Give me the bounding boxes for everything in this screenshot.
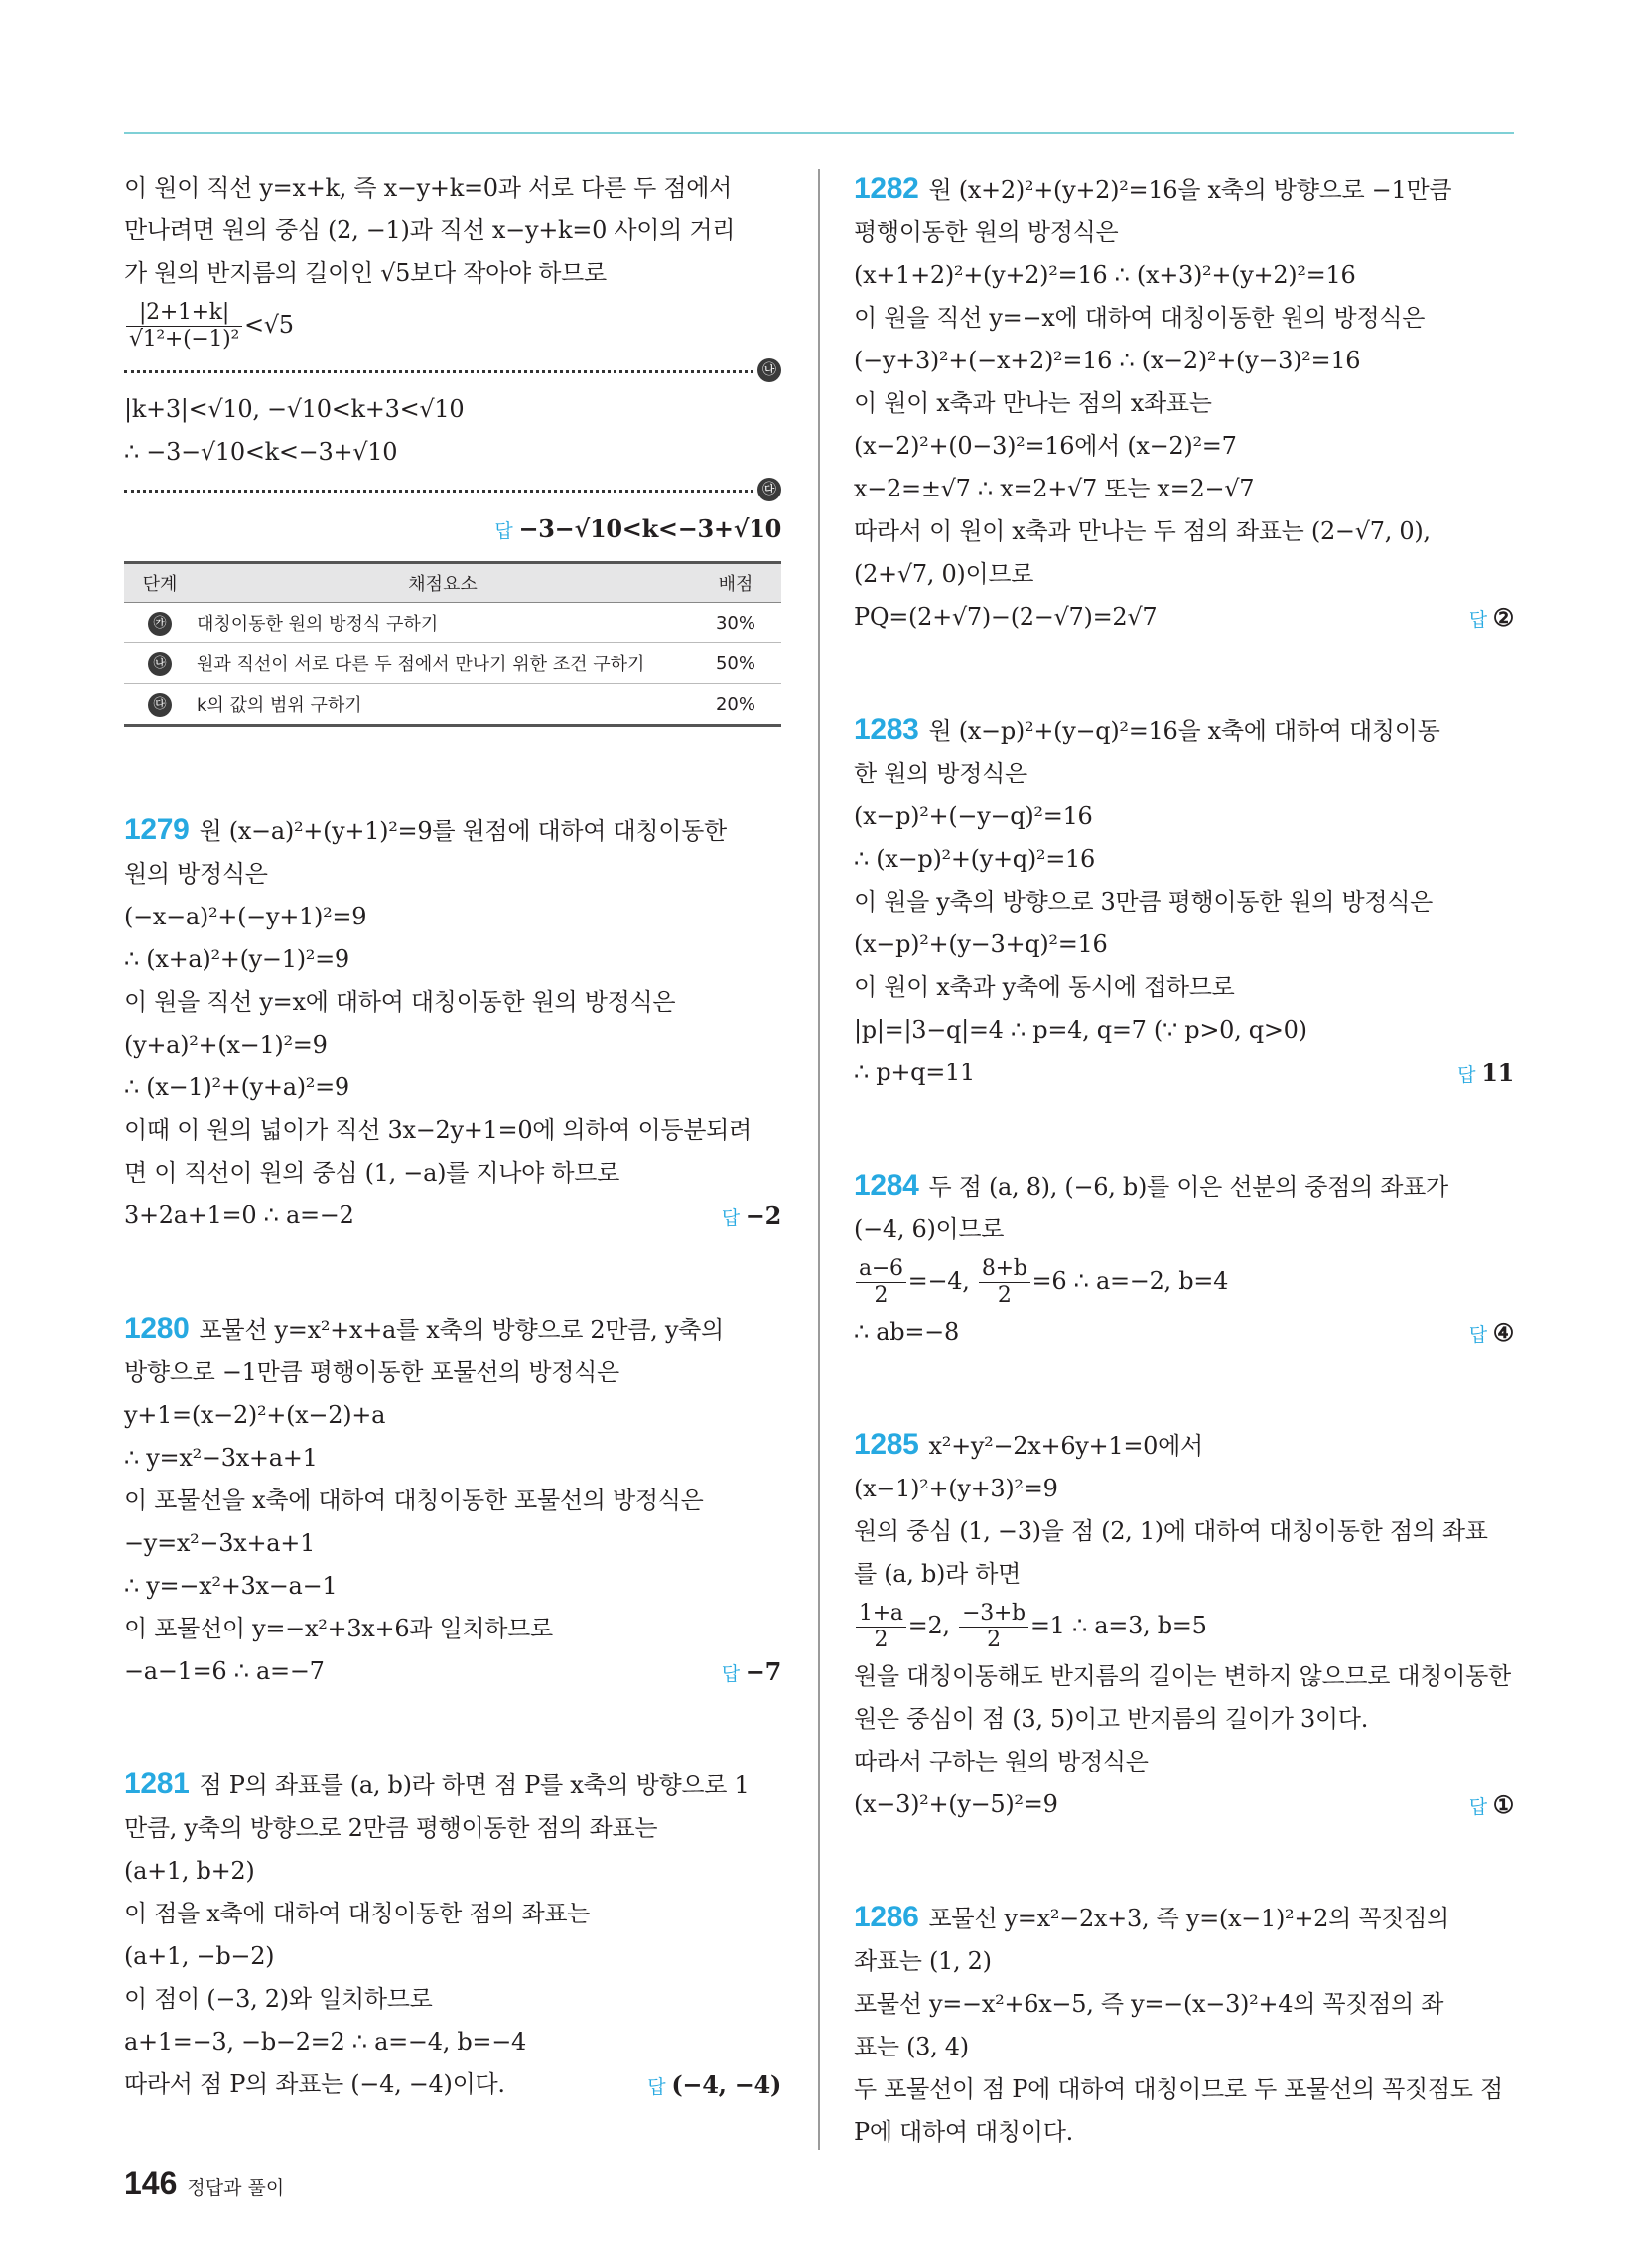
left-column — [124, 167, 781, 2106]
problem-1281: 1281 점 P의 좌표를 (a, b)라 하면 점 P를 x축의 방향으로 1 — [124, 1768, 750, 1800]
answer-row: ∴ p+q=11 답 11 — [854, 1052, 1514, 1094]
table-cell: k의 값의 범위 구하기 — [196, 684, 690, 726]
problem-1285: 1285 x²+y²−2x+6y+1=0에서 — [854, 1428, 1203, 1461]
problem-1282: 1282 원 (x+2)²+(y+2)²=16을 x축의 방향으로 −1만큼 — [854, 172, 1452, 205]
text-line: 이 원이 x축과 만나는 점의 x좌표는 — [854, 389, 1212, 417]
fraction-denominator: √1²+(−1)² — [129, 327, 239, 352]
answer-row — [124, 507, 781, 557]
step-mark: ㉮ — [148, 612, 172, 636]
answer: 답 ④ — [1468, 1318, 1514, 1347]
table-row — [124, 684, 781, 726]
step-separator — [124, 354, 781, 388]
text-line: 이 원을 직선 y=−x에 대하여 대칭이동한 원의 방정식은 — [854, 304, 1426, 332]
step-separator — [124, 474, 781, 507]
problem-number: 1286 — [854, 1901, 919, 1933]
text-line: 를 (a, b)라 하면 — [854, 1560, 1022, 1588]
table-header: 배점 — [690, 563, 781, 603]
fraction-numerator: |2+1+k| — [126, 300, 242, 327]
text-line: (x−p)²+(y−3+q)²=16 — [854, 930, 1108, 958]
text-line: (x−2)²+(0−3)²=16에서 (x−2)²=7 — [854, 432, 1237, 460]
text-line: 원의 방정식은 — [124, 860, 268, 888]
answer: 답 ② — [1468, 603, 1514, 632]
text-line: −y=x²−3x+a+1 — [124, 1529, 316, 1557]
page-number: 146 — [124, 2165, 178, 2200]
answer-value: −3−√10<k<−3+√10 — [518, 514, 781, 543]
text-line: ∴ y=x²−3x+a+1 — [124, 1444, 318, 1472]
problem-1279: 1279 원 (x−a)²+(y+1)²=9를 원점에 대하여 대칭이동한 — [124, 813, 727, 846]
answer: 답 ① — [1468, 1790, 1514, 1819]
answer-row: ∴ ab=−8 답 ④ — [854, 1311, 1514, 1353]
table-header: 채점요소 — [196, 563, 690, 603]
fraction — [126, 300, 242, 353]
text-line: 이 포물선을 x축에 대하여 대칭이동한 포물선의 방정식은 — [124, 1487, 704, 1514]
fraction-line: $\frac{a-6}{2}$ =−4, $\frac{8+b}{2}$ =6 ∴ a=−2, b=4 — [854, 1251, 1514, 1311]
text-line: (−x−a)²+(−y+1)²=9 — [124, 903, 367, 930]
table-row — [124, 603, 781, 643]
problem-number: 1280 — [124, 1312, 190, 1345]
text-line: 따라서 구하는 원의 방정식은 — [854, 1748, 1149, 1775]
text-line: 이 원이 x축과 y축에 동시에 접하므로 — [854, 973, 1235, 1001]
answer: 답 (−4, −4) — [647, 2070, 781, 2099]
text-line: (−4, 6)이므로 — [854, 1215, 1005, 1243]
fraction-rhs: <√5 — [244, 311, 294, 339]
problem-1286: 1286 포물선 y=x²−2x+3, 즉 y=(x−1)²+2의 꼭짓점의 — [854, 1901, 1449, 1933]
text-line: 한 원의 방정식은 — [854, 760, 1027, 787]
answer-row: (x−3)²+(y−5)²=9 답 ① — [854, 1783, 1514, 1826]
step-mark: ㉯ — [757, 358, 781, 382]
text-line: 원을 대칭이동해도 반지름의 길이는 변하지 않으므로 대칭이동한 — [854, 1662, 1511, 1690]
text-line: |p|=|3−q|=4 ∴ p=4, q=7 (∵ p>0, q>0) — [854, 1016, 1307, 1044]
text-line: 방향으로 −1만큼 평행이동한 포물선의 방정식은 — [124, 1358, 619, 1386]
problem-number: 1283 — [854, 713, 919, 746]
step-mark: ㉯ — [148, 652, 172, 676]
text-line: ∴ (x−1)²+(y+a)²=9 — [124, 1073, 349, 1101]
problem-number: 1281 — [124, 1768, 190, 1800]
fraction-line — [124, 295, 781, 354]
text-line: (2+√7, 0)이므로 — [854, 560, 1034, 588]
table-row — [124, 643, 781, 684]
text-line: 이 원을 직선 y=x에 대하여 대칭이동한 원의 방정식은 — [124, 988, 676, 1016]
text-line: 좌표는 (1, 2) — [854, 1947, 992, 1975]
text-line: 따라서 이 원이 x축과 만나는 두 점의 좌표는 (2−√7, 0), — [854, 517, 1431, 545]
answer — [494, 507, 781, 553]
text-line: 만큼, y축의 방향으로 2만큼 평행이동한 점의 좌표는 — [124, 1814, 658, 1842]
table-cell: 대칭이동한 원의 방정식 구하기 — [196, 603, 690, 643]
problem-number: 1285 — [854, 1428, 919, 1461]
text-line: (a+1, −b−2) — [124, 1942, 275, 1970]
right-column — [854, 167, 1514, 2154]
fraction: $\frac{-3+b}{2}$ — [959, 1601, 1028, 1653]
text-line: 두 포물선이 점 P에 대하여 대칭이므로 두 포물선의 꼭짓점도 점 — [854, 2075, 1503, 2103]
problem-1283: 1283 원 (x−p)²+(y−q)²=16을 x축에 대하여 대칭이동 — [854, 713, 1440, 746]
problem-number: 1279 — [124, 813, 190, 846]
text-line: 원은 중심이 점 (3, 5)이고 반지름의 길이가 3이다. — [854, 1705, 1369, 1733]
text-line: x−2=±√7 ∴ x=2+√7 또는 x=2−√7 — [854, 475, 1255, 502]
text-line: 이 점을 x축에 대하여 대칭이동한 점의 좌표는 — [124, 1900, 591, 1927]
text-line: 포물선 y=−x²+6x−5, 즉 y=−(x−3)²+4의 꼭짓점의 좌 — [854, 1990, 1444, 2018]
fraction: $\frac{8+b}{2}$ — [979, 1256, 1030, 1309]
text-line: |k+3|<√10, −√10<k+3<√10 — [124, 395, 465, 423]
fraction-line: $\frac{1+a}{2}$ =2, $\frac{-3+b}{2}$ =1 ∴ a=3, b=5 — [854, 1596, 1514, 1655]
answer-row: −a−1=6 ∴ a=−7 답 −7 — [124, 1650, 781, 1693]
step-mark: ㉰ — [148, 693, 172, 717]
text-line: ∴ −3−√10<k<−3+√10 — [124, 438, 398, 466]
text-line: 이때 이 원의 넓이가 직선 3x−2y+1=0에 의하여 이등분되려 — [124, 1116, 752, 1144]
text-line: a+1=−3, −b−2=2 ∴ a=−4, b=−4 — [124, 2028, 526, 2055]
text-line: (a+1, b+2) — [124, 1857, 255, 1885]
problem-number: 1284 — [854, 1169, 919, 1202]
fraction: $\frac{1+a}{2}$ — [856, 1601, 906, 1653]
answer-label: 답 — [494, 520, 513, 542]
table-cell: 20% — [690, 684, 781, 726]
text-line: 가 원의 반지름의 길이인 √5보다 작아야 하므로 — [124, 259, 607, 287]
text-line: 이 포물선이 y=−x²+3x+6과 일치하므로 — [124, 1615, 553, 1642]
text-line: 만나려면 원의 중심 (2, −1)과 직선 x−y+k=0 사이의 거리 — [124, 216, 736, 244]
column-divider — [818, 169, 820, 2150]
problem-number: 1282 — [854, 172, 919, 205]
table-cell: 50% — [690, 643, 781, 684]
text-line: 면 이 직선이 원의 중심 (1, −a)를 지나야 하므로 — [124, 1159, 620, 1187]
table-cell: 원과 직선이 서로 다른 두 점에서 만나기 위한 조건 구하기 — [196, 643, 690, 684]
header-rule — [124, 132, 1514, 134]
table-header: 단계 — [124, 563, 196, 603]
problem-1280: 1280 포물선 y=x²+x+a를 x축의 방향으로 2만큼, y축의 — [124, 1312, 724, 1345]
text-line: ∴ y=−x²+3x−a−1 — [124, 1572, 338, 1600]
footer-title: 정답과 풀이 — [187, 2177, 285, 2198]
answer: 답 −7 — [721, 1657, 781, 1686]
answer-row: 따라서 점 P의 좌표는 (−4, −4)이다. 답 (−4, −4) — [124, 2063, 781, 2106]
text-line: (−y+3)²+(−x+2)²=16 ∴ (x−2)²+(y−3)²=16 — [854, 347, 1361, 374]
text-line: 이 점이 (−3, 2)와 일치하므로 — [124, 1985, 433, 2013]
table-cell: 30% — [690, 603, 781, 643]
text-line: ∴ (x+a)²+(y−1)²=9 — [124, 945, 349, 973]
text-line: 평행이동한 원의 방정식은 — [854, 218, 1119, 246]
text-line: 원의 중심 (1, −3)을 점 (2, 1)에 대하여 대칭이동한 점의 좌표 — [854, 1517, 1488, 1545]
text-line: 이 원을 y축의 방향으로 3만큼 평행이동한 원의 방정식은 — [854, 888, 1433, 916]
page-footer — [124, 2165, 284, 2201]
text-line: (x−p)²+(−y−q)²=16 — [854, 802, 1093, 830]
text-line: ∴ (x−p)²+(y+q)²=16 — [854, 845, 1095, 873]
text-line: y+1=(x−2)²+(x−2)+a — [124, 1401, 386, 1429]
problem-1284: 1284 두 점 (a, 8), (−6, b)를 이은 선분의 중점의 좌표가 — [854, 1169, 1448, 1202]
text-line: (x+1+2)²+(y+2)²=16 ∴ (x+3)²+(y+2)²=16 — [854, 261, 1356, 289]
text-line: 표는 (3, 4) — [854, 2033, 969, 2060]
fraction: $\frac{a-6}{2}$ — [856, 1256, 906, 1309]
answer: 답 11 — [1457, 1059, 1514, 1087]
answer-row: 3+2a+1=0 ∴ a=−2 답 −2 — [124, 1195, 781, 1237]
text-line: P에 대하여 대칭이다. — [854, 2118, 1073, 2146]
step-mark: ㉰ — [757, 478, 781, 501]
answer-row: PQ=(2+√7)−(2−√7)=2√7 답 ② — [854, 596, 1514, 638]
text-line: 이 원이 직선 y=x+k, 즉 x−y+k=0과 서로 다른 두 점에서 — [124, 174, 733, 202]
text-line: (x−1)²+(y+3)²=9 — [854, 1475, 1058, 1502]
scoring-table — [124, 561, 781, 727]
answer: 답 −2 — [721, 1202, 781, 1230]
text-line: (y+a)²+(x−1)²=9 — [124, 1031, 328, 1059]
